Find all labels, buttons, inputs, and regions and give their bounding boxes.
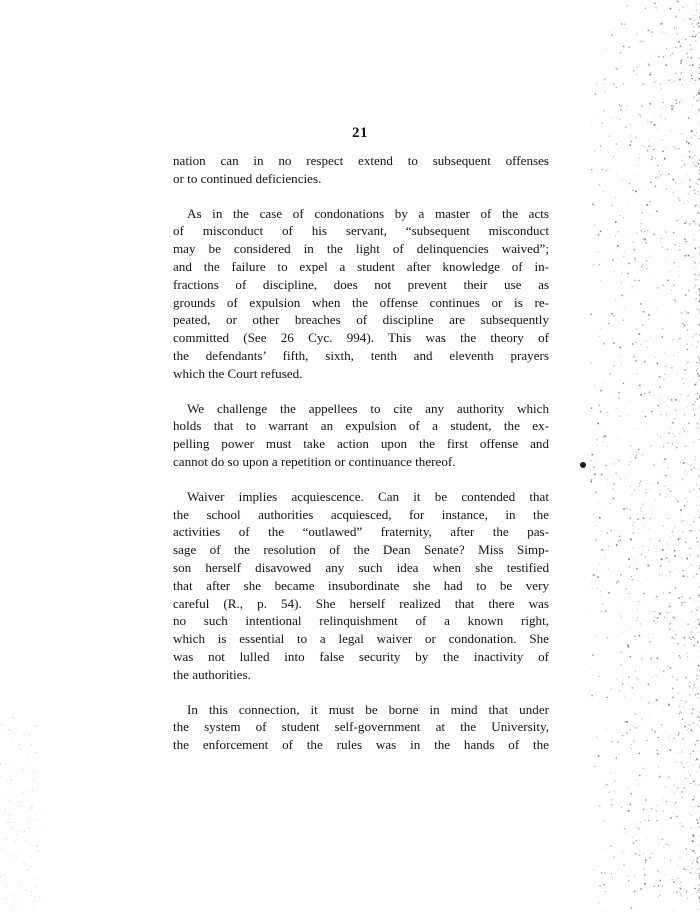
text-line: careful (R., p. 54). She herself realized that there was	[173, 595, 549, 611]
scan-noise-left	[0, 712, 60, 912]
text-line: and the failure to expel a student after knowledge of in-	[173, 258, 549, 274]
text-line: the enforcement of the rules was in the hands of the	[173, 737, 549, 753]
text-line: As in the case of condonations by a master of the acts	[187, 205, 549, 221]
text-line: may be considered in the light of delinquencies waived”;	[173, 241, 549, 257]
text-line: committed (See 26 Cyc. 994). This was the theory of	[173, 330, 549, 346]
text-line: of misconduct of his servant, “subsequent misconduct	[173, 223, 549, 239]
text-line: that after she became insubordinate she had to be very	[173, 577, 549, 593]
text-line: activities of the “outlawed” fraternity, after the pas-	[173, 524, 549, 540]
text-line: the authorities.	[173, 666, 251, 682]
text-line: In this connection, it must be borne in mind that under	[187, 701, 549, 717]
text-line: pelling power must take action upon the first offense and	[173, 436, 549, 452]
text-line: no such intentional relinquishment of a known right,	[173, 613, 549, 629]
text-line: was not lulled into false security by the inactivity of	[173, 648, 549, 664]
paragraph-1	[173, 152, 549, 188]
body-text	[173, 152, 549, 754]
text-line: the defendants’ fifth, sixth, tenth and eleventh prayers	[173, 347, 549, 363]
text-line: peated, or other breaches of discipline are subsequently	[173, 312, 549, 328]
text-line: fractions of discipline, does not prevent their use as	[173, 276, 549, 292]
ink-speck	[580, 462, 586, 468]
text-line: sage of the resolution of the Dean Senate? Miss Simp-	[173, 542, 549, 558]
text-line: the school authorities acquiesced, for instance, in the	[173, 506, 549, 522]
paragraph-5	[173, 701, 549, 754]
scan-noise-right	[580, 0, 700, 912]
paragraph-4	[173, 488, 549, 684]
text-line: or to continued deficiencies.	[173, 170, 322, 186]
text-line: the system of student self-government at the University,	[173, 719, 549, 735]
text-line: We challenge the appellees to cite any authority which	[187, 400, 549, 416]
text-line: which is essential to a legal waiver or condonation. She	[173, 631, 549, 647]
text-line: cannot do so upon a repetition or continuance thereof.	[173, 453, 456, 469]
text-line: nation can in no respect extend to subsequent offenses	[173, 153, 549, 168]
text-line: son herself disavowed any such idea when she testified	[173, 559, 549, 575]
page-number: 21	[352, 125, 368, 141]
paragraph-2	[173, 205, 549, 383]
text-line: Waiver implies acquiescence. Can it be contended that	[187, 488, 549, 504]
text-line: which the Court refused.	[173, 365, 303, 381]
paragraph-3	[173, 400, 549, 471]
text-line: grounds of expulsion when the offense continues or is re-	[173, 294, 549, 310]
text-line: holds that to warrant an expulsion of a student, the ex-	[173, 418, 549, 434]
